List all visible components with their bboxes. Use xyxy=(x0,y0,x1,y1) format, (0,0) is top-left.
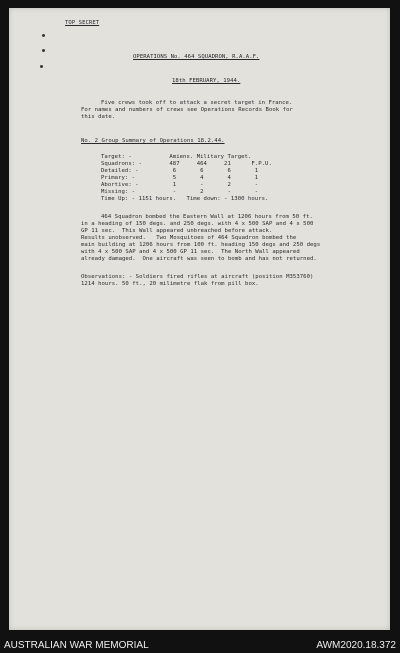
intro-line: this date. xyxy=(81,114,116,120)
punch-hole xyxy=(42,49,45,52)
summary-line-detailed: Detailed: - 6 6 6 1 xyxy=(101,168,259,174)
archive-footer xyxy=(0,638,400,653)
observations-line: 1214 hours. 50 ft., 20 milimetre flak from pill box. xyxy=(81,281,259,287)
classification-label: TOP SECRET xyxy=(65,20,100,26)
summary-line-primary: Primary: - 5 4 4 1 xyxy=(101,175,259,181)
document-page xyxy=(9,8,390,630)
intro-line: Five crews took off to attack a secret target in France. xyxy=(101,100,293,106)
summary-line-missing: Missing: - - 2 - - xyxy=(101,189,259,195)
summary-heading: No. 2 Group Summary of Operations 18.2.44. xyxy=(81,138,225,144)
report-line: main building at 1206 hours from 100 ft. heading 150 degs and 250 degs xyxy=(81,242,321,248)
observations-line: Observations: - Soldiers fired rifles at aircraft (position M353760) xyxy=(81,274,314,280)
summary-line-squadrons: Squadrons: - 487 464 21 F.P.U. xyxy=(101,161,272,167)
report-line: GP 11 sec. This Wall appeared unbreached before attack. xyxy=(81,228,273,234)
institution-label: AUSTRALIAN WAR MEMORIAL xyxy=(4,640,149,651)
document-date: 18th FEBRUARY, 1944. xyxy=(172,78,241,84)
report-line: in a heading of 150 degs. and 250 degs. with 4 x 500 SAP and 4 x 500 xyxy=(81,221,314,227)
punch-hole xyxy=(42,34,45,37)
report-line: 464 Squadron bombed the Eastern Wall at 1206 hours from 50 ft. xyxy=(101,214,313,220)
summary-line-abortive: Abortive: - 1 - 2 - xyxy=(101,182,259,188)
intro-line: For names and numbers of crews see Operations Records Book for xyxy=(81,107,293,113)
summary-line-target: Target: - Amiens. Military Target. xyxy=(101,154,252,160)
summary-line-times: Time Up: - 1151 hours. Time down: - 1300 hours. xyxy=(101,196,269,202)
report-line: Results unobserved. Two Mosquitoes of 464 Squadron bombed the xyxy=(81,235,297,241)
reference-label: AWM2020.18.372 xyxy=(316,640,396,651)
report-line: with 4 x 500 SAP and 4 x 500 GP 11 sec. The North Wall appeared xyxy=(81,249,300,255)
report-line: already damaged. One aircraft was seen to bomb and has not returned. xyxy=(81,256,317,262)
document-heading: OPERATIONS No. 464 SQUADRON, R.A.A.F. xyxy=(133,54,260,60)
punch-hole xyxy=(40,65,43,68)
